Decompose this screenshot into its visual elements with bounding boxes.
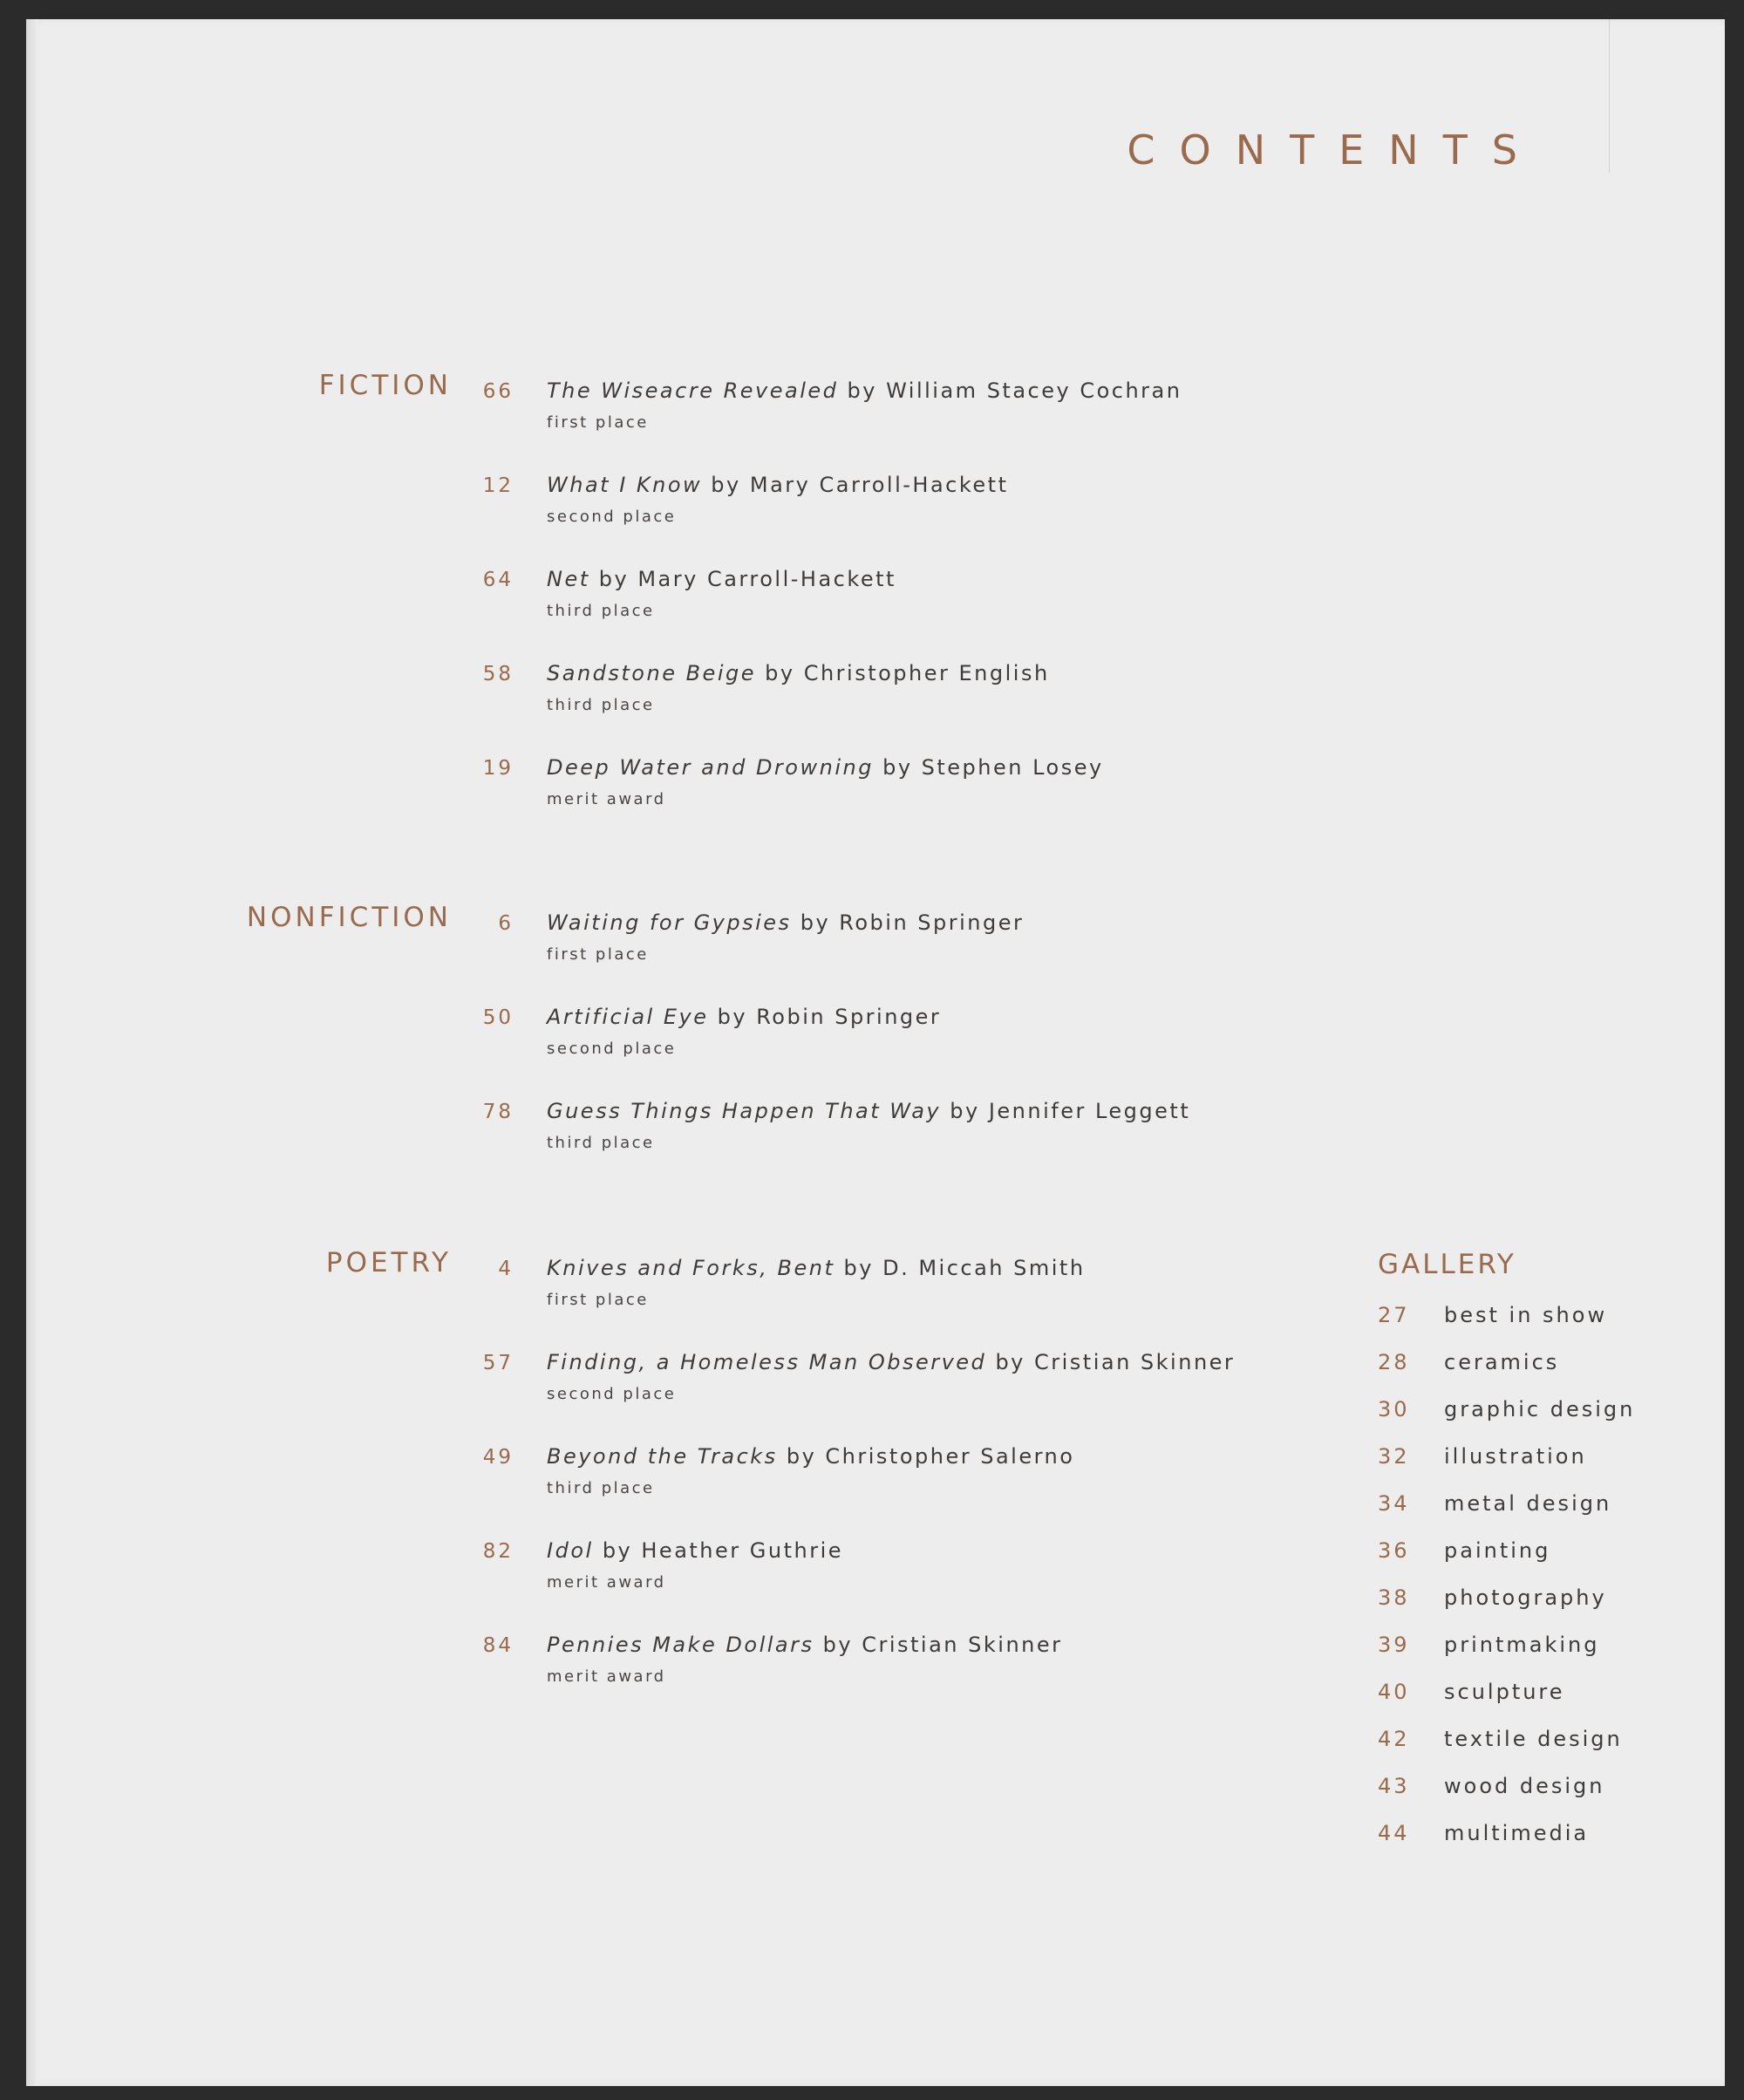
entry-byline: by Mary Carroll-Hackett [598, 567, 896, 591]
entry-line [547, 473, 1008, 497]
entry-byline: by Robin Springer [717, 1005, 942, 1029]
entry-award: third place [547, 602, 655, 620]
entry-title: Sandstone Beige [547, 661, 756, 685]
entry-title: Finding, a Homeless Man Observed [547, 1350, 987, 1374]
entry-byline: by Heather Guthrie [602, 1538, 844, 1563]
entry-line [547, 1350, 1235, 1374]
entry-title: Beyond the Tracks [547, 1444, 778, 1469]
gallery-label: illustration [1444, 1444, 1587, 1469]
gallery-page-number: 32 [1378, 1444, 1410, 1469]
entry-byline: by D. Miccah Smith [843, 1256, 1086, 1280]
entry-byline: by Cristian Skinner [995, 1350, 1236, 1374]
gallery-page-number: 43 [1378, 1774, 1410, 1798]
gallery-page-number: 38 [1378, 1585, 1410, 1610]
gallery-item[interactable] [1378, 1774, 1657, 1809]
gallery-item[interactable] [1378, 1303, 1657, 1338]
gallery-page-number: 42 [1378, 1727, 1410, 1751]
gallery-item[interactable] [1378, 1633, 1657, 1667]
entry-title: The Wiseacre Revealed [547, 378, 839, 403]
entry-title: Knives and Forks, Bent [547, 1256, 835, 1280]
entry-page-number: 78 [482, 1101, 514, 1123]
section-label-nonfiction: NONFICTION [246, 902, 452, 933]
entry-title: Deep Water and Drowning [547, 755, 874, 780]
section-label-fiction: FICTION [318, 370, 452, 401]
gallery-label: metal design [1444, 1491, 1612, 1516]
entry-byline: by Christopher Salerno [786, 1444, 1075, 1469]
entry-line [547, 1099, 1190, 1123]
entry-award: third place [547, 1134, 655, 1152]
gallery-page-number: 44 [1378, 1821, 1410, 1845]
gallery-item[interactable] [1378, 1491, 1657, 1526]
page-spine-shadow [26, 19, 38, 2086]
gallery-heading: GALLERY [1378, 1249, 1516, 1280]
gallery-item[interactable] [1378, 1350, 1657, 1385]
entry-page-number: 4 [498, 1258, 514, 1280]
gallery-item[interactable] [1378, 1444, 1657, 1479]
entry-title: Idol [547, 1538, 594, 1563]
gallery-label: textile design [1444, 1727, 1623, 1751]
entry-award: first place [547, 945, 649, 964]
entry-title: Net [547, 567, 590, 591]
page-title: CONTENTS [1127, 126, 1542, 174]
entry-line [547, 661, 1050, 685]
entry-award: second place [547, 508, 677, 526]
entry-title: What I Know [547, 473, 703, 497]
entry-page-number: 58 [482, 663, 514, 685]
gallery-page-number: 34 [1378, 1491, 1410, 1516]
entry-award: second place [547, 1385, 677, 1403]
gallery-item[interactable] [1378, 1397, 1657, 1432]
gallery-page-number: 36 [1378, 1538, 1410, 1563]
entry-award: third place [547, 1479, 655, 1497]
gallery-item[interactable] [1378, 1538, 1657, 1573]
gallery-page-number: 27 [1378, 1303, 1410, 1327]
gallery-item[interactable] [1378, 1821, 1657, 1856]
entry-award: merit award [547, 1667, 666, 1686]
entry-page-number: 82 [482, 1540, 514, 1563]
entry-line [547, 1256, 1086, 1280]
gallery-item[interactable] [1378, 1680, 1657, 1715]
gallery-label: best in show [1444, 1303, 1608, 1327]
gallery-page-number: 28 [1378, 1350, 1410, 1374]
entry-line [547, 1633, 1063, 1657]
entry-title: Pennies Make Dollars [547, 1633, 814, 1657]
gallery-item[interactable] [1378, 1585, 1657, 1620]
entry-page-number: 84 [482, 1634, 514, 1657]
gallery-label: printmaking [1444, 1633, 1600, 1657]
entry-page-number: 19 [482, 757, 514, 780]
page-edge-line [1609, 19, 1610, 173]
gallery-label: painting [1444, 1538, 1551, 1563]
gallery-label: ceramics [1444, 1350, 1560, 1374]
entry-award: first place [547, 1291, 649, 1309]
entry-line [547, 1444, 1074, 1469]
gallery-page-number: 39 [1378, 1633, 1410, 1657]
gallery-label: graphic design [1444, 1397, 1636, 1422]
entry-byline: by Cristian Skinner [822, 1633, 1063, 1657]
entry-byline: by Mary Carroll-Hackett [711, 473, 1009, 497]
entry-award: second place [547, 1040, 677, 1058]
entry-page-number: 6 [498, 912, 514, 935]
entry-page-number: 57 [482, 1352, 514, 1374]
gallery-page-number: 30 [1378, 1397, 1410, 1422]
entry-line [547, 567, 896, 591]
entry-byline: by Christopher English [765, 661, 1050, 685]
entry-page-number: 64 [482, 569, 514, 591]
entry-award: third place [547, 696, 655, 714]
entry-award: merit award [547, 790, 666, 808]
entry-award: first place [547, 413, 649, 432]
entry-page-number: 49 [482, 1446, 514, 1469]
gallery-label: wood design [1444, 1774, 1605, 1798]
entry-page-number: 12 [482, 474, 514, 497]
gallery-label: sculpture [1444, 1680, 1565, 1704]
entry-page-number: 66 [482, 380, 514, 403]
gallery-page-number: 40 [1378, 1680, 1410, 1704]
gallery-item[interactable] [1378, 1727, 1657, 1762]
entry-award: merit award [547, 1573, 666, 1592]
section-label-poetry: POETRY [325, 1247, 452, 1278]
gallery-label: multimedia [1444, 1821, 1590, 1845]
entry-title: Guess Things Happen That Way [547, 1099, 942, 1123]
entry-byline: by Robin Springer [800, 910, 1025, 935]
entry-byline: by William Stacey Cochran [847, 378, 1182, 403]
entry-title: Artificial Eye [547, 1005, 709, 1029]
entry-line [547, 378, 1182, 403]
entry-line [547, 755, 1104, 780]
entry-byline: by Jennifer Leggett [950, 1099, 1191, 1123]
entry-line [547, 910, 1024, 935]
entry-title: Waiting for Gypsies [547, 910, 792, 935]
entry-page-number: 50 [482, 1006, 514, 1029]
entry-byline: by Stephen Losey [882, 755, 1104, 780]
entry-line [547, 1005, 941, 1029]
gallery-label: photography [1444, 1585, 1607, 1610]
entry-line [547, 1538, 843, 1563]
